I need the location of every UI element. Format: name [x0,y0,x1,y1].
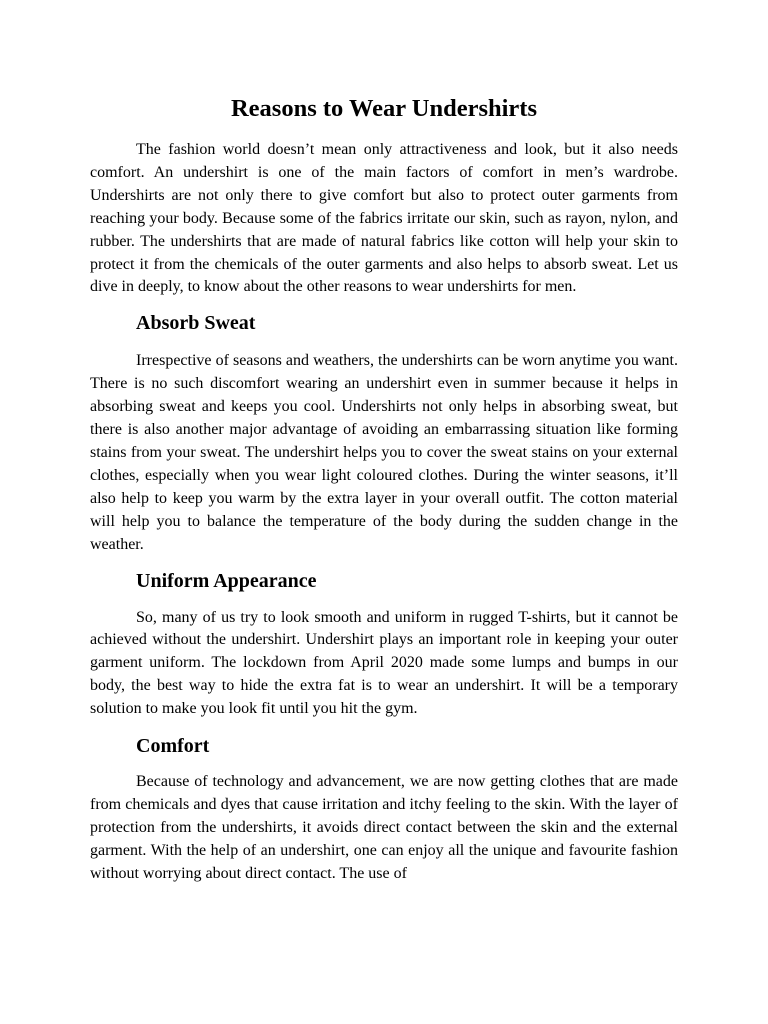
section-body-absorb-sweat: Irrespective of seasons and weathers, the undershirts can be worn anytime you want. There is no such discomfort wearing an undershirt even in summer because it helps in absorbing sweat and keeps you cool. Undershirts not only helps in absorbing sweat, but there is also another major advantage of avoiding an embarrassing situation like forming stains from your sweat. The undershirt helps you to cover the sweat stains on your external clothes, especially when you wear light coloured clothes. During the winter seasons, it’ll also help to keep you warm by the extra layer in your overall outfit. The cotton material will help you to balance the temperature of the body during the sudden change in the weather. [90,352,678,553]
section-heading-absorb-sweat: Absorb Sweat [136,312,256,335]
section-body-comfort: Because of technology and advancement, we are now getting clothes that are made from chemicals and dyes that cause irritation and itchy feeling to the skin. With the layer of protection from the undershirts, it avoids direct contact between the skin and the external garment. With the help of an undershirt, one can enjoy all the unique and favourite fashion without worrying about direct contact. The use of [90,773,678,882]
intro-paragraph: The fashion world doesn’t mean only attractiveness and look, but it also needs comfort. An undershirt is one of the main factors of comfort in men’s wardrobe. Undershirts are not only there to give comfort but also to protect outer garments from reaching your body. Because some of the fabrics irritate our skin, such as rayon, nylon, and rubber. The undershirts that are made of natural fabrics like cotton will help your skin to protect it from the chemicals of the outer garments and also helps to absorb sweat. Let us dive in deeply, to know about the other reasons to wear undershirts for men. [90,141,678,296]
section-heading-comfort: Comfort [136,735,210,758]
section-heading-uniform-appearance: Uniform Appearance [136,569,317,592]
section-body-uniform-appearance: So, many of us try to look smooth and uniform in rugged T-shirts, but it cannot be achieved without the undershirt. Undershirt plays an important role in keeping your outer garment uniform. The lockdown from April 2020 made some lumps and bumps in our body, the best way to hide the extra fat is to wear an undershirt. It will be a temporary solution to make you look fit until you hit the gym. [90,608,678,718]
document-title: Reasons to Wear Undershirts [230,95,538,122]
